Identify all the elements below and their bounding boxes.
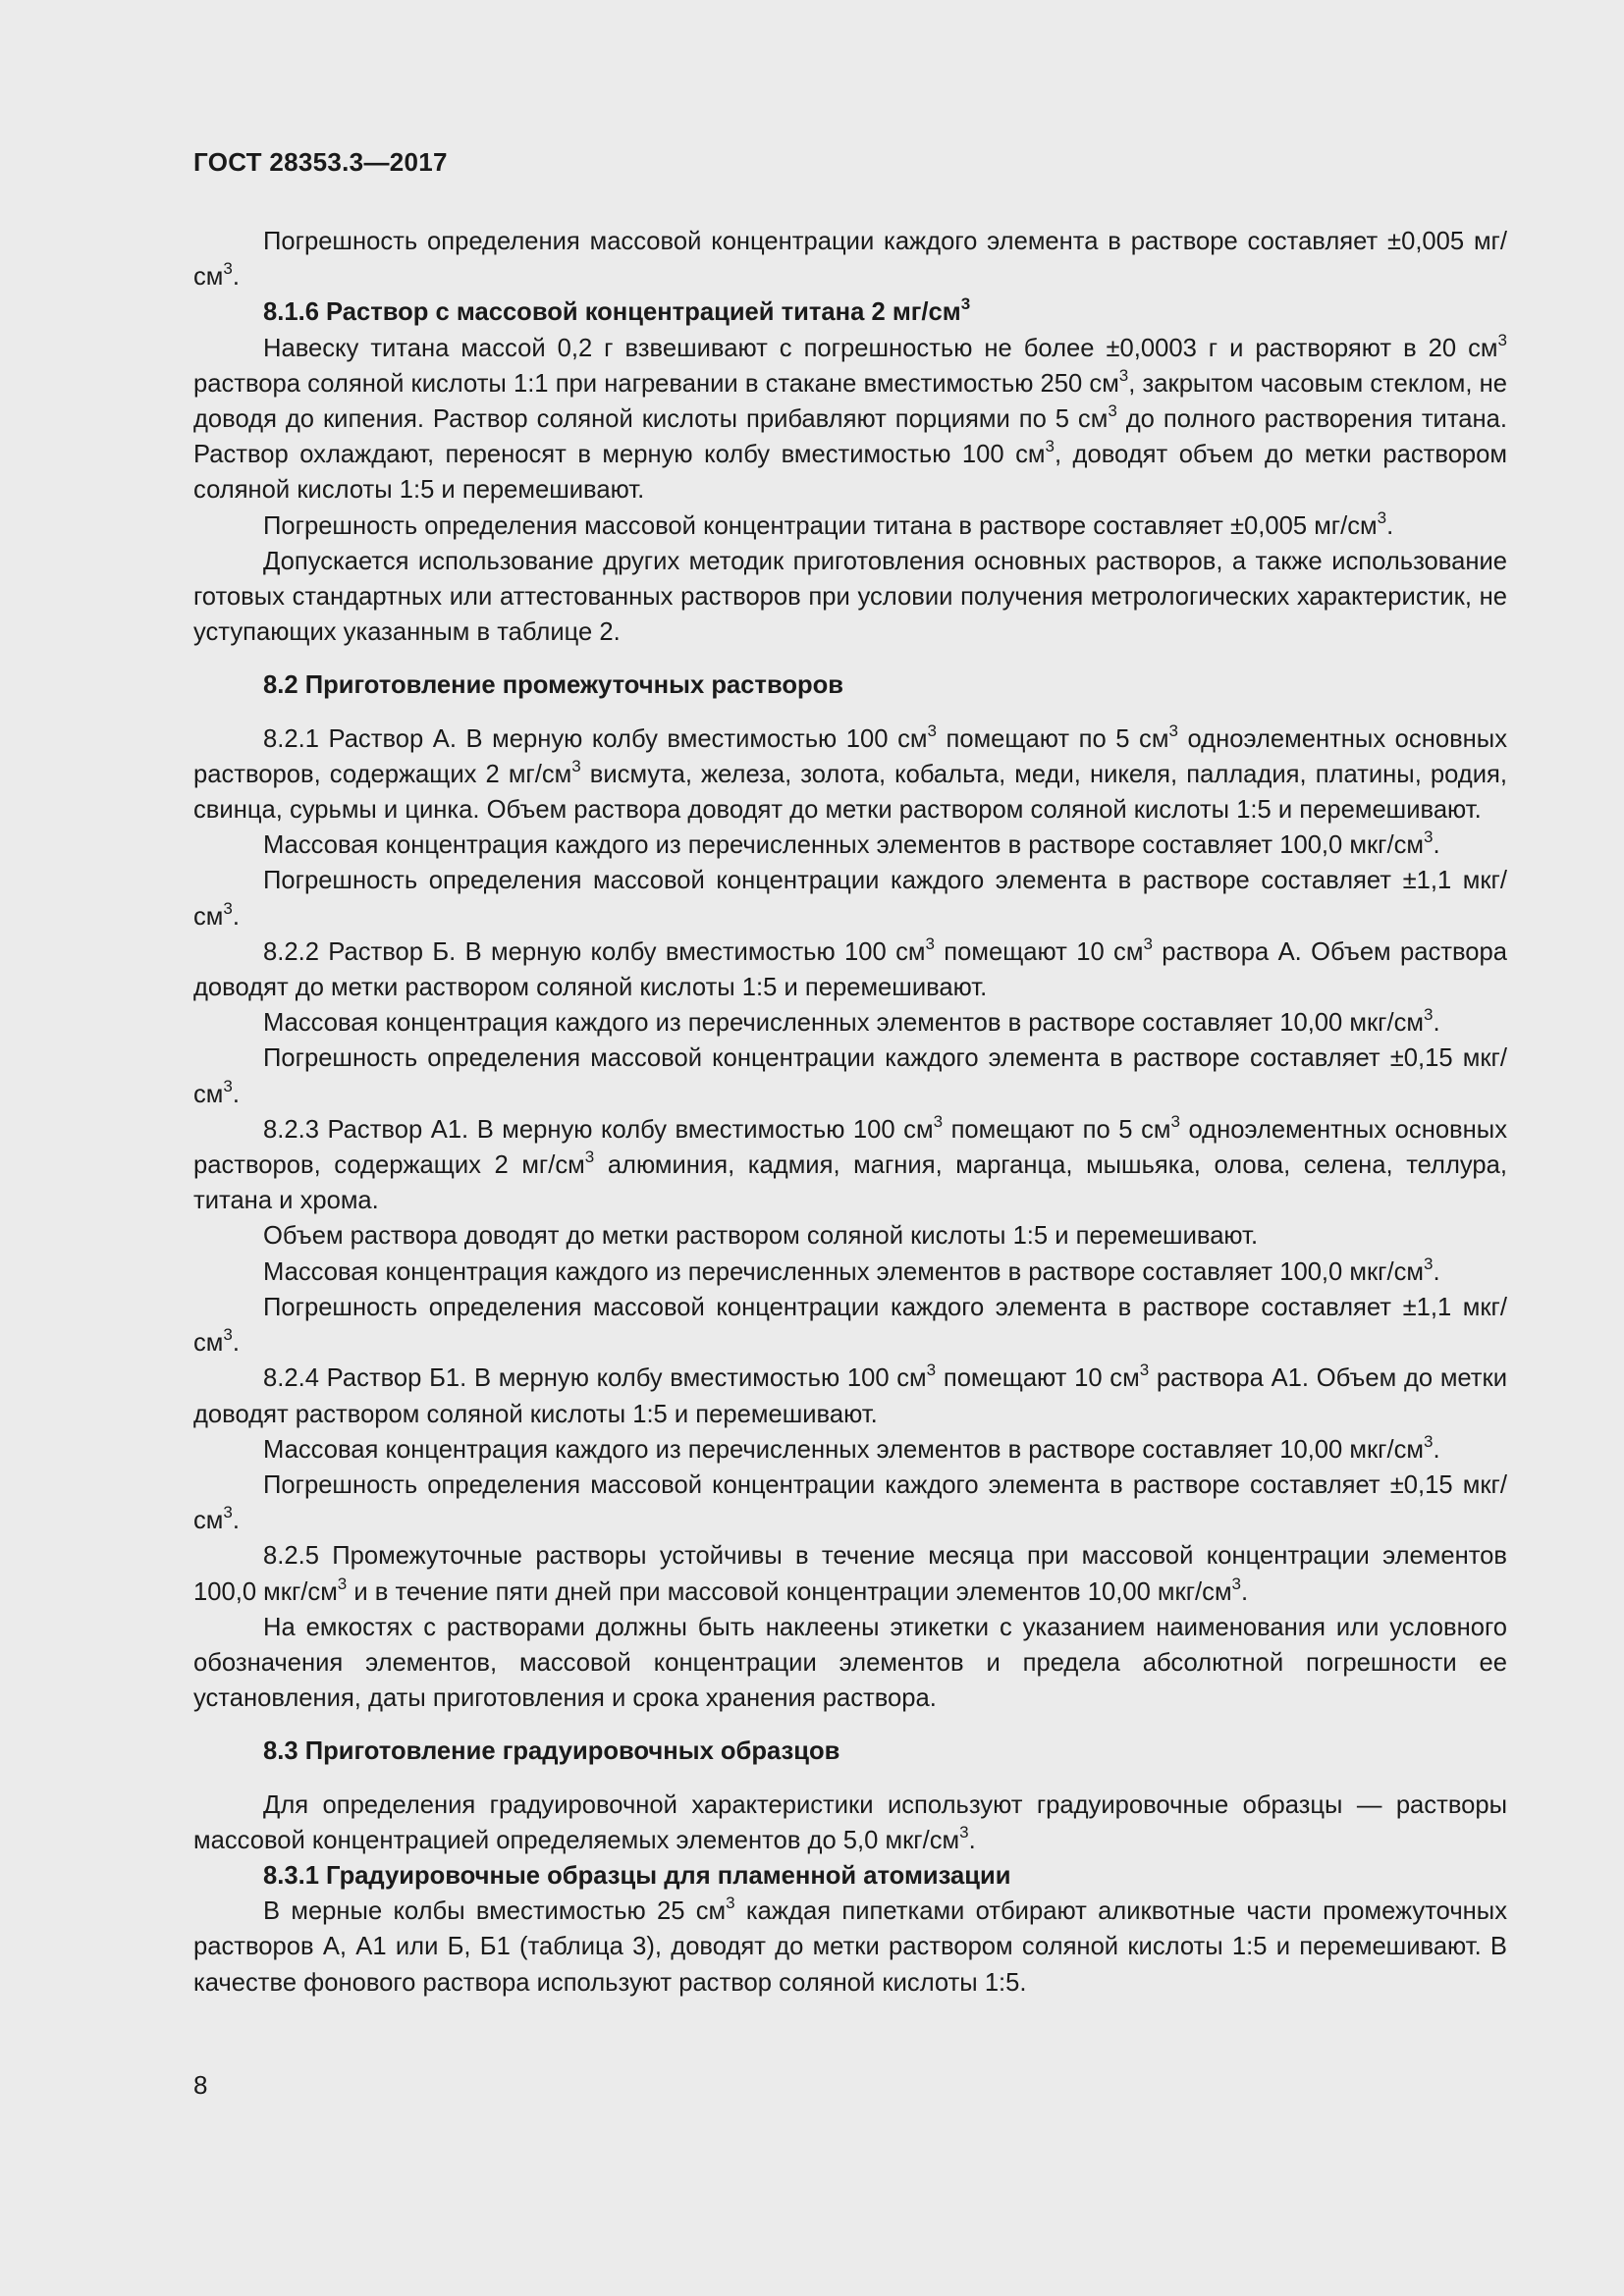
paragraph: Погрешность определения массовой концентрации каждого элемента в растворе составляет ±1,1 мкг/$см^3$. (193, 1293, 1507, 1358)
paragraph: На емкостях с растворами должны быть наклеены этикетки с указанием наименования или условного обозначения элементов, массовой концентрации элементов и предела абсолютной погрешности ее установления, даты приготовления и срока хранения раствора. (193, 1613, 1507, 1713)
paragraph: Объем раствора доводят до метки раствором соляной кислоты 1:5 и перемешивают. (263, 1222, 1259, 1251)
page-number: 8 (193, 2070, 208, 2100)
subsection-heading: 8.3.1 Градуировочные образцы для пламенной атомизации (263, 1861, 1011, 1890)
paragraph: Массовая концентрация каждого из перечисленных элементов в растворе составляет 100,0 мкг/$см^3$. (263, 828, 1440, 860)
paragraph: Навеску титана массой 0,2 г взвешивают с погрешностью не более ±0,0003 г и растворяют в 20 $см^3$ раствора соляной кислоты 1:1 при нагревании в стакане вместимостью 250 $см^3$, закрытом часовым стеклом, не доводя до кипения. Раствор соляной кислоты прибавляют порциями по 5 $см^3$ до полного растворения титана. Раствор охлаждают, переносят в мерную колбу вместимостью 100 $см^3$, доводят объем до метки раствором соляной кислоты 1:5 и перемешивают. (193, 330, 1508, 505)
paragraph: Погрешность определения массовой концентрации каждого элемента в растворе составляет ±1,1 мкг/$см^3$. (193, 867, 1507, 931)
paragraph: Массовая концентрация каждого из перечисленных элементов в растворе составляет 10,00 мкг/$см^3$. (263, 1431, 1440, 1464)
paragraph: Погрешность определения массовой концентрации каждого элемента в растворе составляет ±0,15 мкг/$см^3$. (193, 1044, 1507, 1108)
paragraph: Допускается использование других методик приготовления основных растворов, а также использование готовых стандартных или аттестованных растворов при условии получения метрологических характеристик, не уступающих указанным в таблице 2. (193, 547, 1507, 647)
paragraph: Погрешность определения массовой концентрации каждого элемента в растворе составляет ±0,005 $мг/см^3$. (193, 228, 1507, 292)
paragraph: Для определения градуировочной характеристики используют градуировочные образцы — растворы массовой концентрацией определяемых элементов до 5,0 мкг/$см^3$. (193, 1790, 1507, 1854)
paragraph: 8.2.3 Раствор А1. В мерную колбу вместимостью 100 $см^3$ помещают по 5 $см^3$ одноэлементных основных растворов, содержащих 2 $мг/см^3$ алюминия, кадмия, магния, марганца, мышьяка, олова, селена, теллура, титана и хрома. (193, 1111, 1507, 1215)
section-heading: 8.3 Приготовление градуировочных образцов (263, 1737, 840, 1766)
paragraph: Массовая концентрация каждого из перечисленных элементов в растворе составляет 100,0 мкг/$см^3$. (263, 1254, 1440, 1286)
paragraph: В мерные колбы вместимостью 25 $см^3$ каждая пипетками отбирают аликвотные части промежуточных растворов А, А1 или Б, Б1 (таблица 3), доводят до метки раствором соляной кислоты 1:5 и перемешивают. В качестве фонового раствора используют раствор соляной кислоты 1:5. (193, 1894, 1507, 1997)
paragraph: 8.2.2 Раствор Б. В мерную колбу вместимостью 100 $см^3$ помещают 10 $см^3$ раствора А. Объем раствора доводят до метки раствором соляной кислоты 1:5 и перемешивают. (193, 934, 1507, 1002)
document-body (193, 224, 1507, 2001)
paragraph: Массовая концентрация каждого из перечисленных элементов в растворе составляет 10,00 мкг/$см^3$. (263, 1005, 1440, 1038)
document-header: ГОСТ 28353.3—2017 (193, 147, 448, 177)
paragraph: 8.2.1 Раствор А. В мерную колбу вместимостью 100 $см^3$ помещают по 5 $см^3$ одноэлементных основных растворов, содержащих 2 $мг/см^3$ висмута, железа, золота, кобальта, меди, никеля, палладия, платины, родия, свинца, сурьмы и цинка. Объем раствора доводят до метки раствором соляной кислоты 1:5 и перемешивают. (193, 721, 1508, 825)
subsection-heading: 8.1.6 Раствор с массовой концентрацией титана 2 $мг/см^3$ (263, 294, 971, 327)
paragraph: 8.2.4 Раствор Б1. В мерную колбу вместимостью 100 $см^3$ помещают 10 $см^3$ раствора А1. Объем до метки доводят раствором соляной кислоты 1:5 и перемешивают. (193, 1361, 1508, 1428)
paragraph: Погрешность определения массовой концентрации титана в растворе составляет ±0,005 $мг/см^3$. (263, 507, 1394, 540)
paragraph: 8.2.5 Промежуточные растворы устойчивы в течение месяца при массовой концентрации элементов 100,0 мкг/$см^3$ и в течение пяти дней при массовой концентрации элементов 10,00 мкг/$см^3$. (193, 1542, 1507, 1606)
paragraph: Погрешность определения массовой концентрации каждого элемента в растворе составляет ±0,15 мкг/$см^3$. (193, 1470, 1507, 1535)
section-heading: 8.2 Приготовление промежуточных растворов (263, 671, 843, 700)
